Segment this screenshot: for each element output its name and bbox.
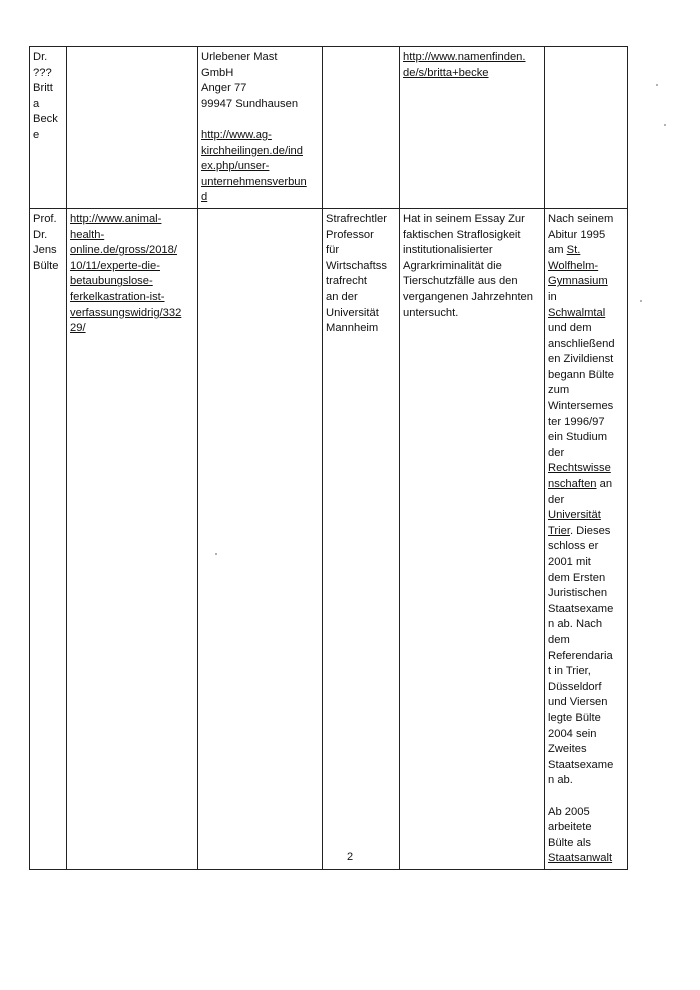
scan-speck [664, 124, 666, 126]
bio-link-line[interactable]: Wolfhelm- [548, 259, 599, 272]
text-line: Professor [326, 228, 374, 241]
text-line: a [33, 97, 40, 110]
paragraph-gap [548, 789, 624, 805]
link-line[interactable]: http://www.ag- [201, 128, 272, 141]
link-line[interactable]: http://www.animal- [70, 212, 162, 225]
bio-text-line: ein Studium [548, 431, 608, 444]
row1-address-cell [198, 47, 323, 209]
text-line: ??? [33, 66, 52, 79]
bio-text-line: 2001 mit [548, 556, 591, 568]
table-row [30, 47, 628, 209]
scan-speck [656, 84, 658, 86]
text-line: Jens [33, 244, 57, 257]
link-line[interactable]: 10/11/experte-die- [70, 259, 160, 272]
text-line: GmbH [201, 66, 234, 79]
bio-text-line: ter 1996/97 [548, 415, 605, 428]
text-line: für [326, 244, 340, 257]
text-line: institutionalisierter [403, 244, 493, 257]
bio-text-line: n ab. [548, 774, 573, 787]
text-line: untersucht. [403, 306, 459, 319]
bio-text-line: schloss er [548, 540, 599, 553]
bio-text-line: und dem [548, 322, 592, 335]
scan-speck [215, 553, 217, 555]
link-line[interactable]: http://www.namenfinden. [403, 51, 526, 63]
inline-link[interactable]: Trier [548, 524, 570, 537]
link-line[interactable]: betaubungslose- [70, 275, 153, 288]
bio-text-line: in [548, 290, 557, 303]
bio-text-line: Wintersemes [548, 400, 614, 413]
bio-text-line: dem Ersten [548, 571, 606, 584]
bio-text-line: Nach seinem [548, 212, 614, 225]
row1-name-cell [30, 47, 67, 209]
text-line: Beck [33, 113, 58, 126]
scan-speck [640, 300, 642, 302]
text-line: Prof. [33, 212, 57, 225]
link-line[interactable]: de/s/britta+becke [403, 66, 489, 79]
bio-text-line: Referendaria [548, 649, 613, 662]
bio-text-line: begann Bülte [548, 368, 614, 381]
bio-link-line[interactable]: Rechtswisse [548, 462, 611, 475]
bio-text-line: arbeitete [548, 821, 592, 834]
row2-source-cell [67, 208, 198, 869]
link-line[interactable]: verfassungswidrig/332 [70, 306, 182, 319]
link-line[interactable]: health- [70, 228, 105, 241]
bio-text-line: en Zivildienst [548, 353, 614, 366]
bio-text-line: Abitur 1995 [548, 228, 606, 241]
text-line: Hat in seinem Essay Zur [403, 212, 525, 225]
bio-text-line: nschaften an [548, 478, 613, 491]
link-line[interactable]: 29/ [70, 322, 86, 335]
text-line: Universität [326, 306, 379, 319]
link-line[interactable]: ex.php/unser- [201, 160, 270, 173]
text-line: Anger 77 [201, 82, 247, 95]
row2-info-cell [400, 208, 545, 869]
text-line: Mannheim [326, 322, 379, 335]
text-line: e [33, 128, 40, 141]
bio-link-line[interactable]: Universität [548, 509, 601, 522]
bio-text-line: dem [548, 633, 570, 646]
bio-text-line: Bülte als [548, 836, 591, 849]
row2-role-cell [323, 208, 400, 869]
link-line[interactable]: unternehmensverbun [201, 175, 307, 188]
bio-text-line: t in Trier, [548, 665, 591, 678]
text-line: Strafrechtler [326, 212, 387, 225]
text-line: Tierschutzfälle aus den [403, 275, 518, 288]
bio-text-line: Trier. Dieses [548, 524, 611, 537]
bio-text-line: n ab. Nach [548, 618, 603, 631]
text-line: Urlebener Mast [201, 51, 278, 63]
bio-text-line: am St. [548, 244, 581, 257]
bio-text-line: zum [548, 384, 570, 397]
text-line: trafrecht [326, 275, 368, 288]
bio-text-line: Staatsexame [548, 602, 614, 615]
inline-link[interactable]: St. [566, 244, 581, 257]
text-line: faktischen Straflosigkeit [403, 228, 521, 241]
link-line[interactable]: d [201, 191, 208, 204]
bio-text-line: Zweites [548, 743, 587, 756]
text-line: 99947 Sundhausen [201, 97, 299, 110]
bio-link-line[interactable]: Gymnasium [548, 275, 608, 288]
link-line[interactable]: online.de/gross/2018/ [70, 244, 177, 257]
text-line: vergangenen Jahrzehnten [403, 290, 534, 303]
link-line[interactable]: kirchheilingen.de/ind [201, 144, 303, 157]
bio-text-line: 2004 sein [548, 727, 597, 740]
table-row [30, 208, 628, 869]
text-line: Britt [33, 82, 53, 95]
bio-text-line: Staatsexame [548, 758, 614, 771]
row2-address-cell [198, 208, 323, 869]
bio-text-line: der [548, 493, 565, 506]
row1-info-cell [400, 47, 545, 209]
bio-link-line[interactable]: Schwalmtal [548, 306, 606, 319]
row1-bio-cell [545, 47, 628, 209]
text-line: Dr. [33, 51, 48, 63]
bio-text-line: anschließend [548, 337, 615, 350]
text-line: Dr. [33, 228, 48, 241]
text-line: Agrarkriminalität die [403, 259, 502, 272]
text-line: Wirtschaftss [326, 259, 387, 272]
bio-text-line: Düsseldorf [548, 680, 602, 693]
row2-name-cell [30, 208, 67, 869]
inline-link[interactable]: nschaften [548, 478, 597, 491]
text-line: Bülte [33, 259, 59, 272]
bio-text-line: Ab 2005 [548, 805, 590, 818]
bio-text-line: legte Bülte [548, 711, 601, 724]
row1-role-cell [323, 47, 400, 209]
people-table [29, 46, 628, 870]
bio-link-line[interactable]: Staatsanwalt [548, 852, 613, 865]
page-number: 2 [346, 851, 354, 863]
link-line[interactable]: ferkelkastration-ist- [70, 290, 165, 303]
bio-text-line: Juristischen [548, 587, 608, 600]
row1-source-cell [67, 47, 198, 209]
bio-text-line: und Viersen [548, 696, 608, 709]
text-line: an der [326, 290, 358, 303]
row2-bio-cell [545, 208, 628, 869]
bio-text-line: der [548, 446, 565, 459]
